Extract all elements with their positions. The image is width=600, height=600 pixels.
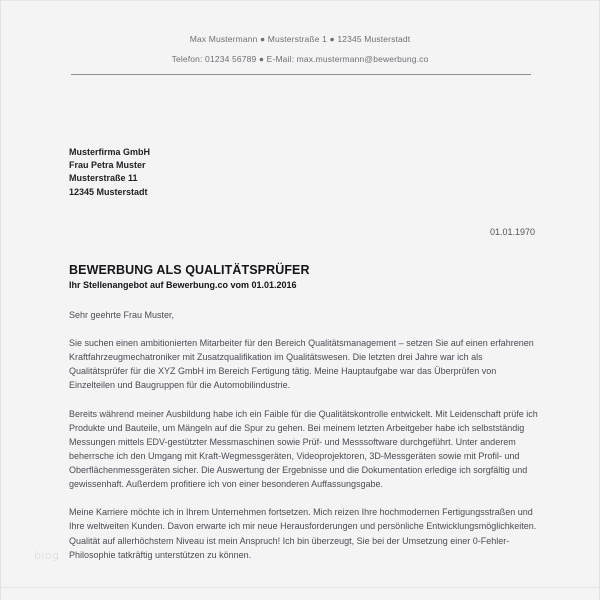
letterhead-sender-line: Max Mustermann ● Musterstraße 1 ● 12345 Musterstadt [189, 34, 411, 44]
letterhead-contact-line: Telefon: 01234 56789 ● E-Mail: max.mustermann@bewerbung.co [171, 54, 429, 64]
blog-watermark: blog [34, 549, 60, 562]
subject-block [69, 263, 535, 292]
subject-reference: Ihr Stellenangebot auf Bewerbung.co vom 01.01.2016 [69, 280, 297, 290]
salutation: Sehr geehrte Frau Muster, [69, 310, 175, 320]
recipient-address-block [69, 146, 369, 199]
letter-body [69, 308, 539, 576]
recipient-person: Frau Petra Muster [69, 160, 146, 171]
letter-date: 01.01.1970 [489, 227, 535, 237]
body-paragraph-1: Sie suchen einen ambitionierten Mitarbeiter für den Bereich Qualitätsmanagement – setzen Sie auf einen erfahrenen Kraftfahrzeugmechatroniker mit Zusatzqualifikation im Qualitätswesen. Die letzten drei Jahre war ich als Qualitätsprüfer für die XYZ GmbH im Bereich Fertigung tätig. Meine Hauptaufgabe war das Überprüfen von Einzelteilen und Baugruppen für die Automobilindustrie. [69, 338, 534, 391]
recipient-company: Musterfirma GmbH [69, 147, 151, 157]
recipient-city: 12345 Musterstadt [69, 186, 148, 197]
body-paragraph-2: Bereits während meiner Ausbildung habe ich ein Faible für die Qualitätskontrolle entwickelt. Mit Leidenschaft prüfe ich Produkte und Bauteile, um Mängeln auf die Spur zu gehen. Bei meinem letzten Arbeitgeber habe ich selbstständig Messungen mittels EDV-gestützter Messmaschinen sowie Prüf- und Messsoftware durchgeführt. Unter anderem beherrsche ich den Umgang mit Kraft-Wegmessgeräten, Videoprojektoren, 3D-Messgeräten sowie mit Profil- und Oberflächenmessgeräten sicher. Die Auswertung der Ergebnisse und die Dokumentation erledige ich sorgfältig und gewissenhaft. Außerdem profitiere ich von einer besonderen Auffassungsgabe. [69, 408, 538, 490]
body-paragraph-3: Meine Karriere möchte ich in Ihrem Unternehmen fortsetzen. Mich reizen Ihre hochmodernen Fertigungsstraßen und Ihre weltweiten Kunden. Davon erwarte ich mir neue Herausforderungen und persönliche Entwicklungsmöglichkeiten. Qualität auf allerhöchstem Niveau ist mein Anspruch! Ich bin überzeugt, Sie bei der Umsetzung einer 0-Fehler-Philosophie tatkräftig unterstützen zu können. [69, 507, 537, 560]
letterhead-divider [71, 74, 531, 75]
subject-headline: BEWERBUNG ALS QUALITÄTSPRÜFER [69, 263, 310, 277]
recipient-street: Musterstraße 11 [69, 173, 138, 184]
letterhead [1, 29, 599, 69]
page-bottom-edge [1, 587, 599, 588]
